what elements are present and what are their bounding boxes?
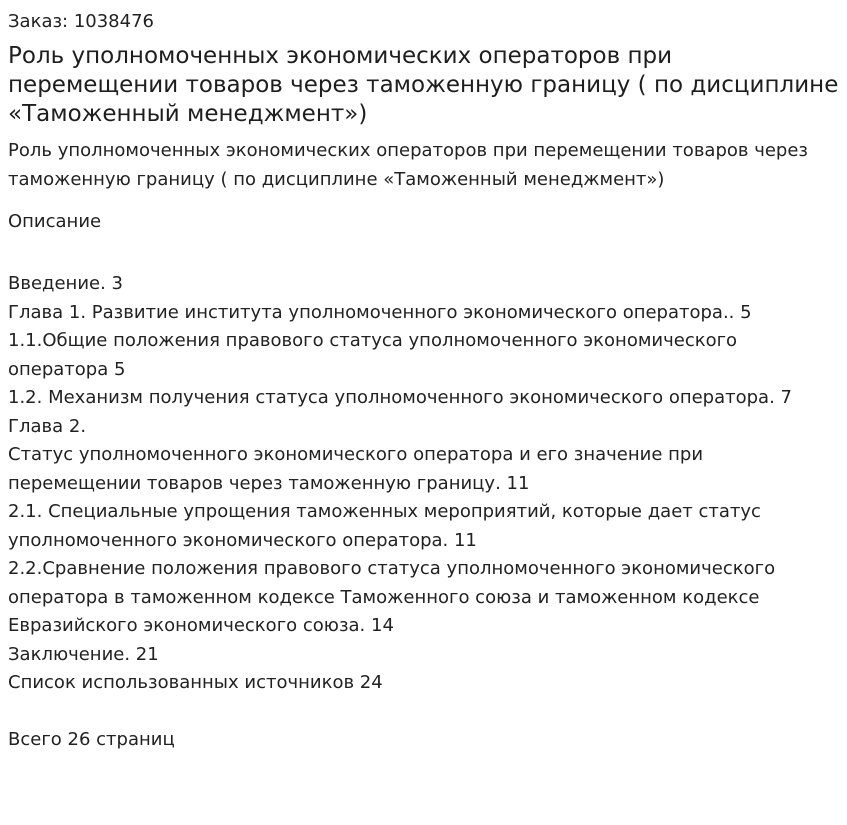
toc-item: Заключение. 21	[8, 643, 159, 665]
toc-item: 2.2.Сравнение положения правового статуса уполномоченного экономического оператора в таможенном кодексе Таможенного союза и таможенном кодексе Евразийского экономического союза. 14	[8, 558, 776, 636]
toc-item: Список использованных источников 24	[8, 672, 383, 693]
order-number: Заказ: 1038476	[8, 11, 154, 32]
total-pages: Всего 26 страниц	[8, 728, 175, 750]
table-of-contents	[8, 270, 839, 698]
document-subtitle: Роль уполномоченных экономических операторов при перемещении товаров через таможенную границу ( по дисциплине «Таможенный менеджмент»)	[8, 140, 809, 190]
toc-item: 1.1.Общие положения правового статуса уполномоченного экономического оператора 5	[8, 330, 738, 380]
toc-item: 2.1. Специальные упрощения таможенных мероприятий, которые дает статус уполномоченного экономического оператора. 11	[8, 501, 761, 551]
toc-item: Глава 2.	[8, 415, 87, 437]
toc-item: 1.2. Механизм получения статуса уполномоченного экономического оператора. 7	[8, 387, 792, 408]
toc-item: Статус уполномоченного экономического оператора и его значение при перемещении товаров через таможенную границу. 11	[8, 444, 704, 494]
toc-item: Глава 1. Развитие института уполномоченного экономического оператора.. 5	[8, 301, 752, 323]
toc-item: Введение. 3	[8, 273, 123, 294]
document-title: Роль уполномоченных экономических операторов при перемещении товаров через таможенную границу ( по дисциплине «Таможенный менеджмент»)	[8, 43, 839, 127]
description-heading: Описание	[8, 211, 102, 232]
